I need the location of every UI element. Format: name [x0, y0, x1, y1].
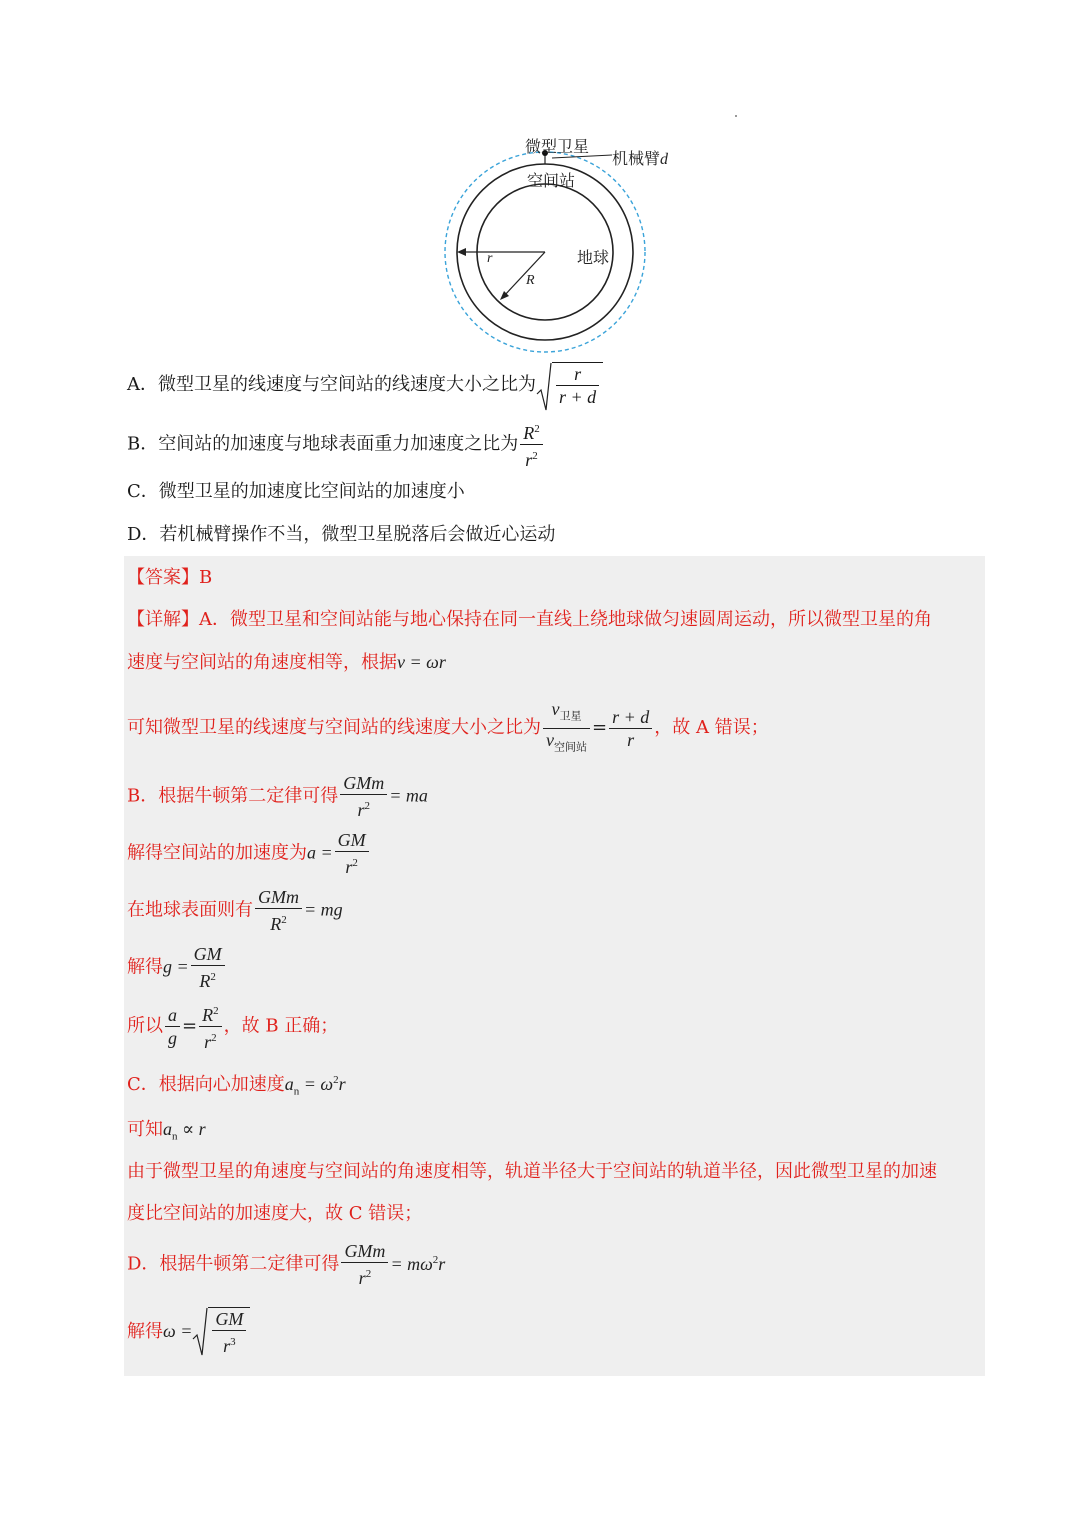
- detail-c3: 由于微型卫星的角速度与空间站的角速度相等，轨道半径大于空间站的轨道半径，因此微型卫星的加速: [127, 1161, 937, 1182]
- satellite-label: 微型卫星: [525, 139, 590, 156]
- detail-b1: B．根据牛顿第二定律可得 $\frac{\text{GMm}}{r^2}$ = ma: [127, 773, 428, 820]
- detail-c2: 可知$a_n \propto r$: [127, 1119, 206, 1143]
- R-label: R: [526, 273, 535, 288]
- r-arrowhead: [457, 248, 466, 256]
- R-arrow: [503, 252, 545, 297]
- detail-a2: 速度与空间站的角速度相等，根据v = ωr: [127, 652, 446, 673]
- option-c: C．微型卫星的加速度比空间站的加速度小: [127, 481, 465, 502]
- detail-a1: 【详解】A．微型卫星和空间站能与地心保持在同一直线上绕地球做匀速圆周运动，所以微型卫星的角: [127, 609, 932, 630]
- detail-c1: C．根据向心加速度$a_n = \omega^2r$: [127, 1074, 346, 1098]
- earth-label: 地球: [577, 250, 610, 267]
- detail-b3: 在地球表面则有 $\frac{\text{GMm}}{R^2}$ = mg: [127, 887, 343, 934]
- answer-line: 【答案】B: [127, 567, 213, 588]
- detail-b5: 所以 $\frac{a}{g}$ = $\frac{R^2}{r^2}$ ，故 B 正确；: [127, 1005, 339, 1052]
- stray-dot: [735, 115, 737, 117]
- sqrt-sign: $\frac{r}{r + d}$: [536, 362, 603, 408]
- r-label: r: [487, 251, 493, 266]
- sqrt-sign: $\frac{GM}{r^3}$: [192, 1307, 250, 1357]
- detail-d2: 解得ω = $\frac{GM}{r^3}$: [127, 1307, 250, 1357]
- detail-b2: 解得空间站的加速度为a = $\frac{GM}{r^2}$: [127, 829, 371, 878]
- option-a: A．微型卫星的线速度与空间站的线速度大小之比为 $\frac{r}{r + d}$: [127, 362, 603, 408]
- detail-d1: D．根据牛顿第二定律可得 $\frac{\text{GMm}}{r^2}$ = $m\omega^2r$: [127, 1241, 446, 1288]
- option-b: B．空间站的加速度与地球表面重力加速度之比为 $\frac{R^2}{r^2}$: [127, 418, 545, 471]
- detail-b4: 解得g = $\frac{GM}{R^2}$: [127, 943, 227, 992]
- detail-c4: 度比空间站的加速度大，故 C 错误；: [127, 1203, 423, 1224]
- option-d: D．若机械臂操作不当，微型卫星脱落后会做近心运动: [127, 524, 556, 545]
- arm-label: 机械臂d: [612, 151, 669, 168]
- station-label: 空间站: [527, 173, 576, 190]
- detail-a3: 可知微型卫星的线速度与空间站的线速度大小之比为 $\frac{v_{卫星}}{v_{空间站}}$ = $\frac{r + d}{r}$ ，故 A 错误；: [127, 698, 769, 758]
